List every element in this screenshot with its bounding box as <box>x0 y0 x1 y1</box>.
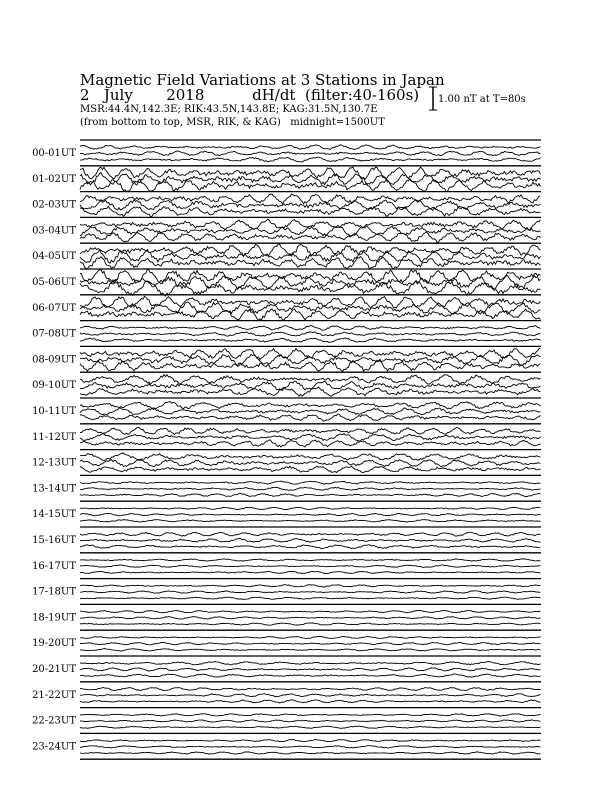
trace-rik <box>80 459 541 466</box>
trace-row <box>32 656 541 677</box>
trace-msr <box>80 326 541 331</box>
trace-kag <box>80 179 541 192</box>
trace-row <box>32 604 541 625</box>
row-label: 00-01UT <box>32 148 76 159</box>
scale-label: 1.00 nT at T=80s <box>438 94 526 105</box>
date-month: July <box>103 86 133 104</box>
trace-rows <box>32 140 541 759</box>
trace-msr <box>80 636 541 638</box>
row-label: 04-05UT <box>32 251 76 263</box>
filter-label: (filter:40-160s) <box>305 86 420 104</box>
trace-kag <box>80 440 541 447</box>
trace-rik <box>80 302 541 314</box>
trace-rik <box>80 591 541 593</box>
chart-title: Magnetic Field Variations at 3 Stations in Japan <box>80 71 445 89</box>
date-day: 2 <box>80 86 90 104</box>
trace-kag <box>80 466 541 473</box>
stations-info: MSR:44.4N,142.3E; RIK:43.5N,143.8E; KAG:31.5N,130.7E <box>80 104 378 115</box>
trace-row <box>32 501 541 522</box>
trace-kag <box>80 232 541 242</box>
trace-kag <box>80 157 541 162</box>
trace-row <box>32 295 541 321</box>
trace-msr <box>80 481 541 484</box>
trace-msr <box>80 375 541 385</box>
date-year: 2018 <box>166 86 205 104</box>
trace-row <box>32 243 541 269</box>
trace-rik <box>80 565 541 567</box>
trace-kag <box>80 309 541 320</box>
row-label: 18-19UT <box>32 612 76 624</box>
trace-msr <box>80 296 541 308</box>
row-label: 08-09UT <box>32 354 76 366</box>
trace-msr <box>80 688 541 691</box>
trace-row <box>32 166 541 192</box>
trace-kag <box>80 360 541 371</box>
trace-msr <box>80 219 541 230</box>
trace-msr <box>80 559 541 561</box>
trace-msr <box>80 349 541 360</box>
trace-msr <box>80 585 541 587</box>
trace-kag <box>80 493 541 496</box>
trace-kag <box>80 623 541 625</box>
trace-row <box>32 372 541 396</box>
trace-row <box>32 733 541 754</box>
trace-msr <box>80 532 541 536</box>
row-label: 23-24UT <box>32 741 76 753</box>
trace-rik <box>80 513 541 515</box>
trace-row <box>32 475 541 496</box>
trace-row <box>32 682 541 703</box>
trace-rik <box>80 539 541 543</box>
trace-rik <box>80 642 541 645</box>
trace-kag <box>80 752 541 754</box>
trace-msr <box>80 269 541 283</box>
trace-rik <box>80 225 541 236</box>
row-label: 02-03UT <box>32 199 76 211</box>
trace-msr <box>80 507 541 509</box>
trace-kag <box>80 726 541 729</box>
row-label: 05-06UT <box>32 277 76 288</box>
trace-msr <box>80 662 541 665</box>
scale-bar <box>429 87 437 110</box>
trace-row <box>32 450 541 473</box>
trace-msr <box>80 714 541 716</box>
trace-row <box>32 269 541 296</box>
quantity-label: dH/dt <box>252 86 296 104</box>
trace-kag <box>80 597 541 599</box>
trace-rik <box>80 617 541 619</box>
trace-msr <box>80 402 541 409</box>
trace-kag <box>80 674 541 677</box>
trace-row <box>32 217 541 242</box>
trace-rik <box>80 332 541 336</box>
row-label: 22-23UT <box>32 715 76 727</box>
trace-rik <box>80 746 541 748</box>
row-label: 19-20UT <box>32 638 76 650</box>
row-label: 09-10UT <box>32 380 76 392</box>
trace-kag <box>80 520 541 523</box>
trace-msr <box>80 739 541 741</box>
trace-row <box>32 553 541 574</box>
trace-kag <box>80 545 541 549</box>
trace-kag <box>80 700 541 703</box>
trace-msr <box>80 244 541 257</box>
row-label: 06-07UT <box>32 302 76 314</box>
trace-row <box>32 424 541 447</box>
trace-msr <box>80 610 541 612</box>
row-label: 17-18UT <box>32 586 76 598</box>
row-label: 21-22UT <box>32 689 76 701</box>
row-label: 15-16UT <box>32 535 76 546</box>
row-label: 01-02UT <box>32 173 76 185</box>
row-label: 11-12UT <box>32 431 76 443</box>
row-label: 10-11UT <box>32 406 76 417</box>
trace-rik <box>80 668 541 671</box>
row-label: 16-17UT <box>32 560 76 572</box>
trace-rik <box>80 720 541 722</box>
order-info: (from bottom to top, MSR, RIK, & KAG) midnight=1500UT <box>80 117 385 128</box>
trace-row <box>32 630 541 651</box>
trace-row <box>32 398 541 421</box>
trace-row <box>32 346 541 371</box>
row-label: 20-21UT <box>32 664 76 675</box>
trace-kag <box>80 338 541 343</box>
row-label: 03-04UT <box>32 225 76 237</box>
trace-rik <box>80 694 541 697</box>
trace-msr <box>80 453 541 461</box>
trace-row <box>32 321 541 343</box>
trace-msr <box>80 145 541 150</box>
trace-kag <box>80 206 541 216</box>
trace-kag <box>80 414 541 421</box>
trace-rik <box>80 408 541 415</box>
trace-rik <box>80 487 541 490</box>
trace-rik <box>80 434 541 441</box>
trace-rik <box>80 200 541 211</box>
trace-kag <box>80 571 541 573</box>
trace-row <box>32 140 541 162</box>
trace-row <box>32 527 541 549</box>
row-label: 13-14UT <box>32 483 76 495</box>
row-label: 12-13UT <box>32 457 76 469</box>
trace-msr <box>80 194 541 204</box>
trace-rik <box>80 250 541 263</box>
trace-row <box>32 708 541 729</box>
row-label: 07-08UT <box>32 328 76 340</box>
trace-kag <box>80 649 541 651</box>
trace-rik <box>80 151 541 156</box>
trace-row <box>32 579 541 600</box>
trace-msr <box>80 427 541 434</box>
row-label: 14-15UT <box>32 509 76 521</box>
trace-row <box>32 192 541 217</box>
